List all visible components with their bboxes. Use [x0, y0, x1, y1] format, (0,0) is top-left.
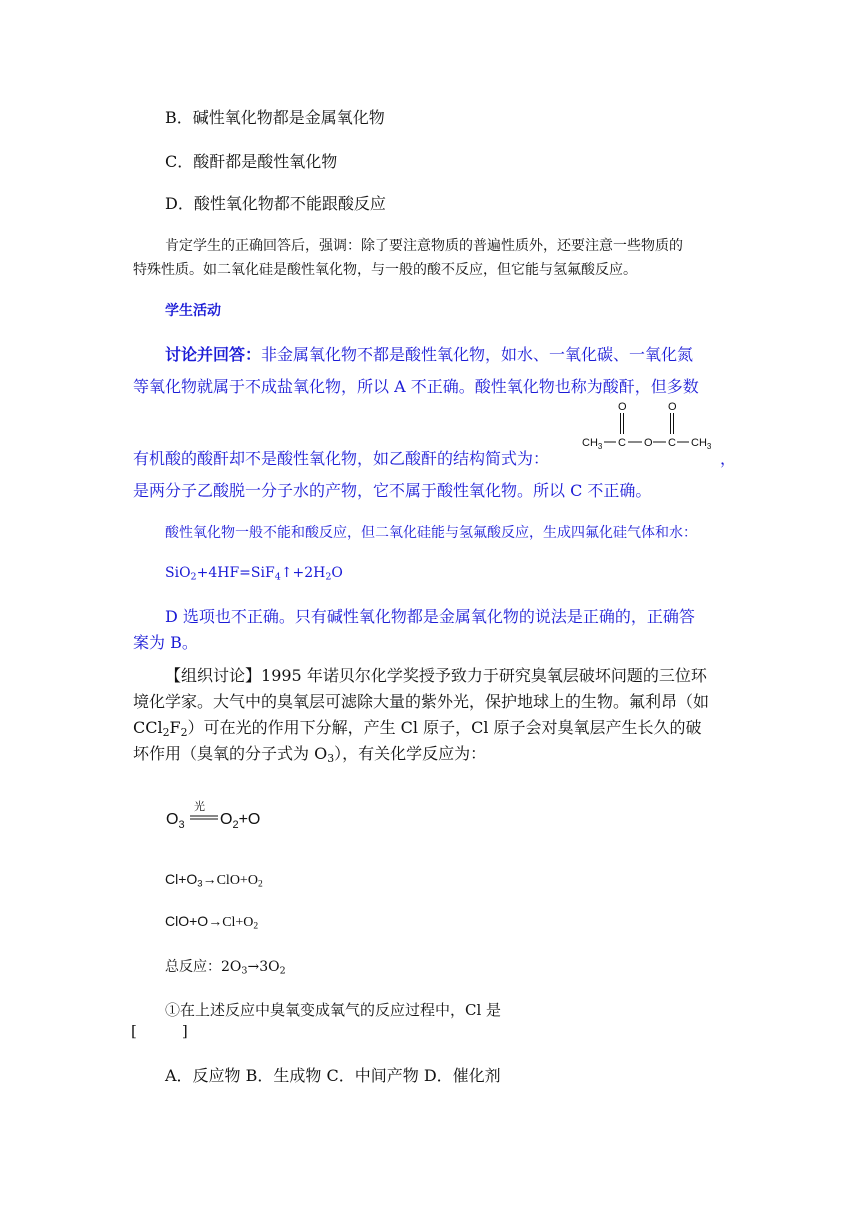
- carbon-right: C: [668, 437, 676, 449]
- ch3-right: $CH_3$: [691, 437, 712, 451]
- double-line-arrow: [190, 816, 218, 819]
- ozone-rhs: $O_2+O$: [220, 811, 261, 831]
- teacher-note-line-1: 肯定学生的正确回答后，强调：除了要注意物质的普遍性质外，还要注意一些物质的: [165, 238, 683, 254]
- carbonyl-o-left: O: [618, 401, 627, 413]
- discussion-line-1: 【组织讨论】1995 年诺贝尔化学奖授予致力于研究臭氧层破坏问题的三位环: [165, 666, 707, 685]
- discussion-line-2: 境化学家。大气中的臭氧层可滤除大量的紫外光，保护地球上的生物。氟利昂（如: [133, 692, 710, 711]
- option-c: C．酸酐都是酸性氧化物: [165, 152, 338, 171]
- silica-hf-equation: $SiO_2+4HF=SiF_4↑+2H_2O$: [165, 565, 343, 583]
- light-condition: 光: [194, 801, 205, 813]
- carbonyl-o-right: O: [668, 401, 677, 413]
- silica-note: 酸性氧化物一般不能和酸反应，但二氧化硅能与氢氟酸反应，生成四氟化硅气体和水：: [165, 525, 697, 541]
- chlorine-ozone-equation: $Cl+O_3\to ClO+O_2$: [165, 871, 263, 890]
- teacher-note-line-2: 特殊性质。如二氧化硅是酸性氧化物，与一般的酸不反应，但它能与氢氟酸反应。: [133, 262, 637, 278]
- ch3-left: $CH_3$: [582, 437, 603, 451]
- discussion-tag: 【组织讨论】: [165, 666, 262, 685]
- discussion-answer-line-3: 有机酸的酸酐却不是酸性氧化物，如乙酸酐的结构简式为：: [133, 449, 550, 468]
- discussion-line-4: 坏作用（臭氧的分子式为 $O_3$），有关化学反应为：: [133, 744, 487, 766]
- discussion-answer-line-4: 是两分子乙酸脱一分子水的产物，它不属于酸性氧化物。所以 C 不正确。: [133, 481, 652, 500]
- carbon-left: C: [618, 437, 626, 449]
- conclusion-line-2: 案为 B。: [133, 633, 198, 652]
- question-line-1: ①在上述反应中臭氧变成氧气的反应过程中，Cl 是: [165, 1001, 502, 1019]
- ozone-photolysis-equation: [164, 796, 274, 832]
- student-activity-heading: 学生活动: [165, 303, 221, 319]
- discussion-line-3: $CCl_2F_2$）可在光的作用下分解，产生 Cl 原子，Cl 原子会对臭氧层产生长久的破: [133, 718, 702, 740]
- discussion-answer-line-1: [165, 342, 693, 365]
- chlorine-monoxide-equation: $ClO+O\to Cl+O_2$: [165, 913, 259, 932]
- answer-text-1: 非金属氧化物不都是酸性氧化物，如水、一氧化碳、一氧化氮: [261, 345, 694, 364]
- total-reaction: 总反应：$2O_3\to 3O_2$: [165, 959, 286, 977]
- discuss-label: 讨论并回答：: [165, 345, 262, 364]
- bridge-oxygen: O: [644, 437, 653, 449]
- option-d: D．酸性氧化物都不能跟酸反应: [165, 194, 386, 213]
- conclusion-line-1: D 选项也不正确。只有碱性氧化物都是金属氧化物的说法是正确的，正确答: [165, 607, 695, 626]
- acetic-anhydride-structure: [578, 398, 718, 458]
- answer-bracket: [ ]: [131, 1022, 188, 1040]
- question-options: A．反应物 B．生成物 C．中间产物 D．催化剂: [165, 1066, 501, 1085]
- discussion-answer-line-2: 等氧化物就属于不成盐氧化物，所以 A 不正确。酸性氧化物也称为酸酐，但多数: [133, 377, 699, 396]
- option-b: B．碱性氧化物都是金属氧化物: [165, 108, 385, 127]
- ozone-lhs: $O_3$: [166, 811, 185, 831]
- discussion-answer-line-3-end: ，: [720, 449, 737, 468]
